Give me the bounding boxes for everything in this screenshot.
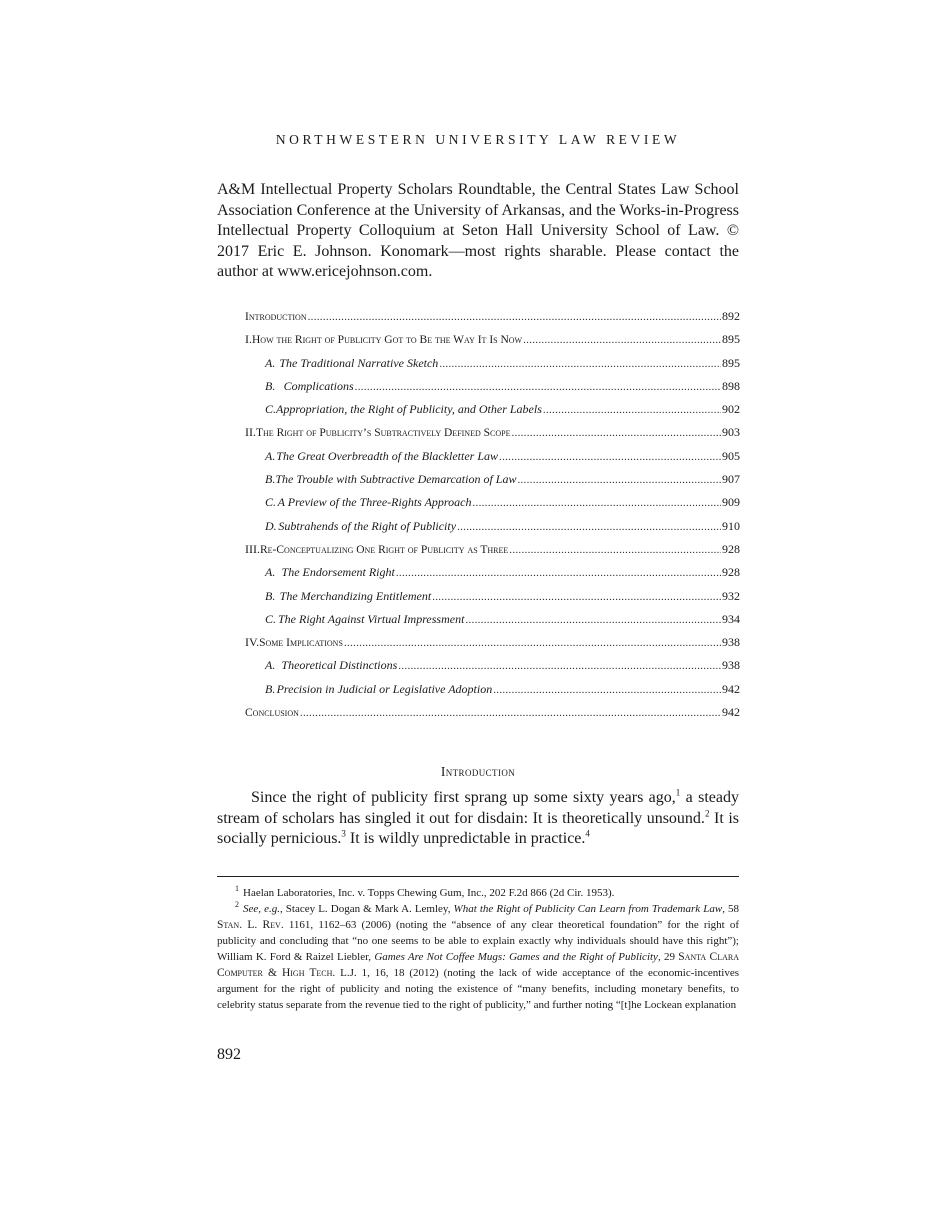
toc-label: A Preview of the Three-Rights Approach [277, 495, 472, 510]
article-title: Games Are Not Coffee Mugs: Games and the Right of Publicity [374, 951, 658, 963]
toc-leader [432, 586, 721, 609]
toc-page: 910 [722, 518, 740, 533]
toc-num: B. [265, 588, 276, 603]
toc-leader [511, 422, 721, 445]
toc-label: The Endorsement Right [281, 565, 395, 580]
toc-num: I. [245, 332, 252, 347]
toc-leader [523, 329, 721, 352]
toc-num: B. [265, 378, 276, 393]
footnote-text: Haelan Laboratories, Inc. v. Topps Chewing Gum, Inc., 202 F.2d 866 (2d Cir. 1953). [243, 887, 615, 899]
toc-num: D. [265, 518, 277, 533]
toc-label: Appropriation, the Right of Publicity, and Other Labels [276, 402, 542, 417]
section-heading: Introduction [440, 764, 516, 779]
toc-row [245, 375, 740, 398]
toc-page: 903 [722, 425, 740, 440]
footnote-2 [217, 901, 739, 1013]
toc-page: 895 [722, 355, 740, 370]
running-head: NORTHWESTERN UNIVERSITY LAW REVIEW [275, 132, 681, 147]
toc-label: Complications [283, 378, 354, 393]
toc-label: Re-Conceptualizing One Right of Publicity as Three [260, 543, 509, 556]
toc-page: 942 [722, 681, 740, 696]
toc-page: 907 [722, 472, 740, 487]
toc-num: B. [265, 681, 276, 696]
toc-row [245, 515, 740, 538]
footnote-ref[interactable]: 4 [585, 828, 590, 839]
footnote-1 [217, 885, 739, 901]
toc-row [245, 701, 740, 724]
toc-row [245, 468, 740, 491]
toc-leader [355, 376, 721, 399]
toc-label: The Right Against Virtual Impressment [277, 611, 465, 626]
footnote-text: , 58 [722, 903, 740, 915]
body-sentence: It is wildly unpredictable in practice. [345, 830, 586, 847]
toc-page: 898 [722, 378, 740, 393]
toc-num: C. [265, 495, 277, 510]
toc-page: 905 [722, 448, 740, 463]
toc-leader [300, 702, 721, 725]
toc-row [245, 561, 740, 584]
toc-leader [543, 399, 721, 422]
toc-num: C. [265, 402, 277, 417]
toc-num: B. [265, 472, 276, 487]
toc-row [245, 305, 740, 328]
toc-num: A. [265, 448, 276, 463]
toc-page: 892 [722, 309, 740, 323]
page-number: 892 [217, 1046, 241, 1063]
toc-leader [396, 562, 721, 585]
toc-row [245, 491, 740, 514]
toc-page: 938 [722, 635, 740, 650]
toc-row [245, 328, 740, 351]
toc-row [245, 421, 740, 444]
toc-row [245, 538, 740, 561]
toc-label: The Merchandizing Entitlement [279, 588, 432, 603]
footnote-text: L.J. 1, 16, 18 (2012) (noting the lack of wide acceptance of the economic-incentives argument for the right of publicity and noting the existence of “many benefits, including monetary benefits, to celebrity status separate from the revenue tied to the right of publicity,” and further noting “[t]he Lockean explanation [217, 967, 740, 1011]
toc-page: 928 [722, 541, 740, 556]
toc-leader [517, 469, 721, 492]
toc-page: 934 [722, 611, 740, 626]
toc-label: Some Implications [259, 637, 343, 650]
author-note: A&M Intellectual Property Scholars Roundtable, the Central States Law School Association Conference at the University of Arkansas, and the Works-in-Progress Intellectual Property Colloquium at Seton Hall University School of Law. © 2017 Eric E. Johnson. Konomark—most rights sharable. Please contact the author at www.ericejohnson.com. [217, 181, 739, 280]
body-sentence: a steady stream of scholars has singled it out for disdain: It is theoretically unsound. [217, 789, 739, 827]
toc-label: The Right of Publicity’s Subtractively Defined Scope [256, 427, 511, 440]
toc-label: Conclusion [245, 707, 299, 720]
toc-row [245, 678, 740, 701]
footnote-text: 1161, 1162–63 (2006) (noting the “absence of any clear theoretical foundation” for the right of publicity and concluding that “no one seems to be able to explain exactly why individuals should have this right”); William K. Ford & Raizel Liebler, [217, 919, 739, 963]
footnote-ref[interactable]: 1 [675, 787, 681, 798]
footnote-divider [217, 876, 739, 877]
toc-num: A. [265, 565, 276, 580]
toc-leader [493, 679, 721, 702]
toc-label: Subtrahends of the Right of Publicity [278, 518, 457, 533]
toc-page: 902 [722, 402, 740, 417]
toc-row [245, 585, 740, 608]
toc-row [245, 352, 740, 375]
toc-leader [439, 353, 721, 376]
toc-page: 909 [722, 495, 740, 510]
signal: See, e.g. [243, 903, 280, 915]
toc-num: IV. [245, 635, 260, 650]
toc-leader [509, 539, 721, 562]
footnotes [217, 885, 739, 1013]
toc-row [245, 608, 740, 631]
journal-name: Santa Clara Computer & High Tech. [217, 951, 739, 979]
toc-page: 895 [722, 332, 740, 347]
footnote-number: 1 [235, 884, 239, 894]
toc-page: 938 [722, 658, 740, 673]
footnote-ref[interactable]: 2 [704, 808, 710, 819]
toc-leader [499, 446, 721, 469]
toc-leader [398, 655, 721, 678]
toc-label: Theoretical Distinctions [281, 658, 398, 673]
table-of-contents [245, 305, 740, 724]
footnote-text: , Stacey L. Dogan & Mark A. Lemley, [279, 903, 454, 915]
toc-label: Introduction [245, 311, 307, 323]
toc-leader [308, 306, 721, 329]
toc-row [245, 398, 740, 421]
footnote-number: 2 [235, 900, 239, 910]
footnote-text: , 29 [657, 951, 679, 963]
toc-row [245, 631, 740, 654]
toc-row [245, 654, 740, 677]
toc-leader [472, 492, 721, 515]
toc-label: The Trouble with Subtractive Demarcation of Law [275, 472, 517, 487]
toc-label: The Traditional Narrative Sketch [279, 355, 439, 370]
toc-label: The Great Overbreadth of the Blackletter Law [276, 448, 499, 463]
toc-num: A. [265, 658, 276, 673]
article-title: What the Right of Publicity Can Learn from Trademark Law [453, 903, 723, 915]
toc-row [245, 445, 740, 468]
footnote-ref[interactable]: 3 [341, 828, 346, 839]
toc-leader [457, 516, 721, 539]
body-sentence: Since the right of publicity first sprang up some sixty years ago, [251, 789, 676, 806]
toc-leader [344, 632, 721, 655]
toc-num: A. [265, 355, 276, 370]
journal-name: Stan. L. Rev. [217, 919, 284, 931]
toc-num: C. [265, 611, 277, 626]
toc-num: III. [245, 541, 260, 556]
body-paragraph [217, 788, 739, 850]
toc-page: 928 [722, 565, 740, 580]
toc-num: II. [245, 425, 256, 440]
toc-label: How the Right of Publicity Got to Be the Way It Is Now [252, 334, 523, 347]
toc-page: 932 [722, 588, 740, 603]
toc-label: Precision in Judicial or Legislative Adoption [276, 681, 493, 696]
toc-page: 942 [722, 705, 740, 720]
toc-leader [465, 609, 721, 632]
body-sentence: It is socially pernicious. [217, 809, 739, 847]
